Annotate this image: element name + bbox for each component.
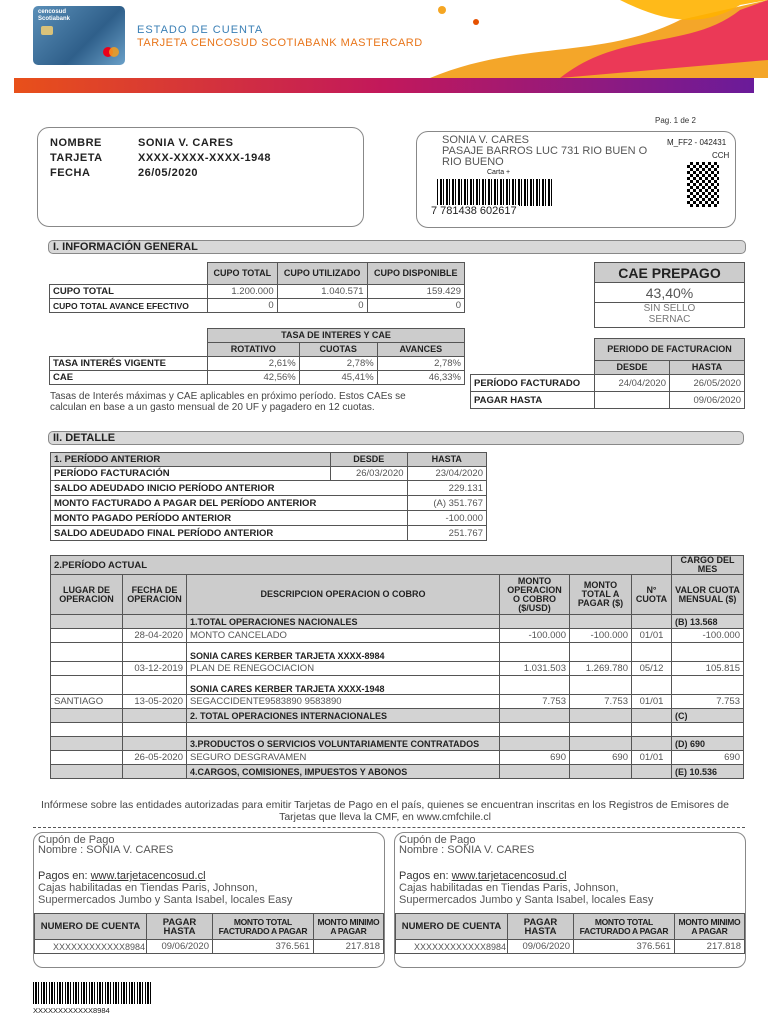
doc-subtitle: TARJETA CENCOSUD SCOTIABANK MASTERCARD (137, 37, 423, 49)
cell-m1: 1.031.503 (500, 662, 570, 676)
coupon-nombre: Nombre : SONIA V. CARES (399, 844, 535, 856)
cell-m1: -100.000 (500, 629, 570, 643)
row-label: PAGAR HASTA (471, 392, 595, 409)
header-desde: DESDE (331, 453, 408, 467)
table-row (51, 676, 744, 695)
client-box (37, 127, 364, 227)
mail-code: M_FF2 - 042431 (667, 138, 727, 147)
cell-value: 2,78% (299, 357, 377, 371)
cell-fecha: 28-04-2020 (123, 629, 187, 643)
col-pagar: PAGAR HASTA (508, 914, 574, 940)
cell-value: (A) 351.767 (407, 496, 486, 511)
cell-v: 690 (672, 751, 744, 765)
cell-fecha (123, 643, 187, 662)
cell-v (672, 723, 744, 737)
cell-value: 42,56% (208, 371, 300, 385)
mastercard-icon (103, 47, 119, 57)
periodo-table (470, 338, 745, 409)
cell-v (672, 676, 744, 695)
cell-desc: SONIA CARES KERBER TARJETA XXXX-1948 (187, 676, 500, 695)
cell-c (632, 723, 672, 737)
cell-m2: 7.753 (570, 695, 632, 709)
col-cuota: N° CUOTA (632, 575, 672, 615)
cell-m1 (500, 643, 570, 662)
cell-m2 (570, 723, 632, 737)
cell-v: 7.753 (672, 695, 744, 709)
coupon-table (34, 913, 384, 954)
cell-value: 26/03/2020 (331, 467, 408, 481)
table-row (51, 662, 744, 676)
tasa-title: TASA DE INTERES Y CAE (208, 329, 465, 343)
cell-c: 01/01 (632, 751, 672, 765)
coupon-link[interactable]: www.tarjetacencosud.cl (451, 870, 567, 882)
cell-empty (123, 737, 187, 751)
minimo-value: 217.818 (313, 940, 383, 954)
chip-icon (41, 26, 53, 35)
cell-c: 05/12 (632, 662, 672, 676)
cell-m1: 7.753 (500, 695, 570, 709)
cell-value: 2,78% (377, 357, 464, 371)
barcode-number: 7 781438 602617 (431, 205, 517, 217)
cell-empty (123, 615, 187, 629)
cell-desc: SEGURO DESGRAVAMEN (187, 751, 500, 765)
cell-m2: -100.000 (570, 629, 632, 643)
cell-value: 0 (367, 299, 464, 313)
coupon-cajas: Cajas habilitadas en Tiendas Paris, Johnson, (38, 882, 258, 894)
cell-empty (632, 615, 672, 629)
section-detalle: II. DETALLE (48, 431, 744, 445)
cell-m2 (570, 643, 632, 662)
barcode-image (437, 179, 552, 206)
header-cuotas: CUOTAS (299, 343, 377, 357)
header-avances: AVANCES (377, 343, 464, 357)
row-label: MONTO PAGADO PERÍODO ANTERIOR (51, 511, 408, 526)
barcode-image (33, 982, 153, 1004)
cell-v (672, 643, 744, 662)
section-informacion-general: I. INFORMACIÓN GENERAL (48, 240, 746, 254)
col-descripcion: DESCRIPCION OPERACION O COBRO (187, 575, 500, 615)
row-label: SALDO ADEUDADO INICIO PERÍODO ANTERIOR (51, 481, 408, 496)
row-label: MONTO FACTURADO A PAGAR DEL PERÍODO ANTERIOR (51, 496, 408, 511)
cell-empty (632, 709, 672, 723)
cell-desc: 4.CARGOS, COMISIONES, IMPUESTOS Y ABONOS (187, 765, 500, 779)
table-row (51, 737, 744, 751)
header-cupo-disponible: CUPO DISPONIBLE (367, 263, 464, 285)
cell-value: 0 (208, 299, 278, 313)
cell-empty (632, 765, 672, 779)
value-nombre: SONIA V. CARES (138, 137, 234, 149)
header-cupo-total: CUPO TOTAL (208, 263, 278, 285)
carta-label: Carta + (487, 169, 511, 176)
cell-lugar (51, 662, 123, 676)
row-label: CAE (50, 371, 208, 385)
card-brand: cencosud Scotiabank (38, 9, 71, 22)
page-number: Pag. 1 de 2 (655, 116, 696, 125)
table-row (51, 751, 744, 765)
row-label: PERÍODO FACTURACIÓN (51, 467, 331, 481)
cell-m2: 690 (570, 751, 632, 765)
cell-m1: 690 (500, 751, 570, 765)
legal-text: Infórmese sobre las entidades autorizadas para emitir Tarjetas de Pago en el país, quienes se encuentran inscritas en los Registros de Emisores de Tarjetas que lleva la CMF, en www.cmfchile.cl (41, 799, 729, 823)
cell-value: 26/05/2020 (669, 375, 744, 392)
monto-value: 376.561 (213, 940, 314, 954)
cell-value: 23/04/2020 (407, 467, 486, 481)
cut-line (33, 827, 745, 828)
cell-empty (500, 765, 570, 779)
cell-lugar (51, 629, 123, 643)
cuenta-value: XXXXXXXXXXXX8984 (35, 940, 147, 954)
cuenta-value: XXXXXXXXXXXX8984 (396, 940, 508, 954)
cell-value: 0 (277, 299, 367, 313)
periodo-actual-table (50, 555, 744, 779)
value-fecha: 26/05/2020 (138, 167, 199, 179)
cell-v: 105.815 (672, 662, 744, 676)
periodo-title: PERIODO DE FACTURACION (595, 339, 745, 361)
table-row (51, 615, 744, 629)
cell-empty (123, 709, 187, 723)
table-row (51, 643, 744, 662)
cell-empty (570, 765, 632, 779)
tasa-table (49, 328, 465, 385)
cae-sub1: SIN SELLO (643, 303, 696, 314)
cell-desc (187, 723, 500, 737)
monto-value: 376.561 (574, 940, 675, 954)
col-monto: MONTO TOTAL FACTURADO A PAGAR (574, 914, 675, 940)
cell-empty (51, 737, 123, 751)
header-desde: DESDE (595, 361, 670, 375)
cell-c (632, 643, 672, 662)
cell-empty (500, 615, 570, 629)
cell-empty (500, 709, 570, 723)
coupon-2 (394, 832, 746, 968)
cell-desc: SONIA CARES KERBER TARJETA XXXX-8984 (187, 643, 500, 662)
row-label: PERÍODO FACTURADO (471, 375, 595, 392)
table-row (51, 695, 744, 709)
cell-lugar (51, 676, 123, 695)
cae-title: CAE PREPAGO (595, 263, 744, 283)
cell-c: 01/01 (632, 695, 672, 709)
cell-c: 01/01 (632, 629, 672, 643)
periodo-anterior-table (50, 452, 487, 541)
cell-value: 24/04/2020 (595, 375, 670, 392)
row-label: TASA INTERÉS VIGENTE (50, 357, 208, 371)
cell-empty (51, 709, 123, 723)
coupon-link[interactable]: www.tarjetacencosud.cl (90, 870, 206, 882)
cell-fecha (123, 676, 187, 695)
header-rotativo: ROTATIVO (208, 343, 300, 357)
header-hasta: HASTA (407, 453, 486, 467)
cell-lugar: SANTIAGO (51, 695, 123, 709)
header-cupo-utilizado: CUPO UTILIZADO (277, 263, 367, 285)
col-cuenta: NUMERO DE CUENTA (396, 914, 508, 940)
coupon-title: Cupón de Pago (399, 834, 476, 846)
label-fecha: FECHA (50, 167, 91, 179)
pagar-value: 09/06/2020 (508, 940, 574, 954)
row-label: SALDO ADEUDADO FINAL PERÍODO ANTERIOR (51, 526, 408, 541)
cell-fecha: 03-12-2019 (123, 662, 187, 676)
minimo-value: 217.818 (674, 940, 744, 954)
cell-value: 1.040.571 (277, 285, 367, 299)
tasa-note: Tasas de Interés máximas y CAE aplicables en próximo período. Estos CAEs se calculan en base a un gasto mensual de 20 UF y pagadero en 12 cuotas. (50, 391, 406, 413)
table-row (51, 723, 744, 737)
row-label: CUPO TOTAL AVANCE EFECTIVO (50, 299, 208, 313)
coupon-nombre: Nombre : SONIA V. CARES (38, 844, 174, 856)
cell-value: 229.131 (407, 481, 486, 496)
cell-c (632, 676, 672, 695)
cell-cargo: (B) 13.568 (672, 615, 744, 629)
label-nombre: NOMBRE (50, 137, 102, 149)
cell-empty (123, 765, 187, 779)
cell-value: 09/06/2020 (669, 392, 744, 409)
cell-value: 1.200.000 (208, 285, 278, 299)
cae-prepago-box (594, 262, 745, 328)
cell-value: 2,61% (208, 357, 300, 371)
cell-empty (570, 709, 632, 723)
address-line: PASAJE BARROS LUC 731 RIO BUEN O (442, 145, 648, 157)
cell-empty (500, 737, 570, 751)
cell-m1 (500, 723, 570, 737)
cell-value: 251.767 (407, 526, 486, 541)
cell-cargo: (C) (672, 709, 744, 723)
cae-sub2: SERNAC (648, 314, 691, 325)
col-monto-operacion: MONTO OPERACION O COBRO ($/USD) (500, 575, 570, 615)
coupon-pagos: Pagos en: (399, 870, 452, 882)
cell-m2: 1.269.780 (570, 662, 632, 676)
cell-fecha: 26-05-2020 (123, 751, 187, 765)
coupon-table (395, 913, 745, 954)
cupo-table (49, 262, 465, 313)
anterior-title: 1. PERÍODO ANTERIOR (51, 453, 331, 467)
table-row (51, 629, 744, 643)
cell-empty (632, 737, 672, 751)
cell-empty (51, 615, 123, 629)
coupon-cajas: Supermercados Jumbo y Santa Isabel, locales Easy (399, 894, 654, 906)
address-box (416, 131, 736, 228)
cargo-del-mes: CARGO DEL MES (672, 556, 744, 575)
col-pagar: PAGAR HASTA (147, 914, 213, 940)
col-minimo: MONTO MINIMO A PAGAR (674, 914, 744, 940)
col-cuenta: NUMERO DE CUENTA (35, 914, 147, 940)
header-hasta: HASTA (669, 361, 744, 375)
coupon-title: Cupón de Pago (38, 834, 115, 846)
col-fecha: FECHA DE OPERACION (123, 575, 187, 615)
cell-empty (570, 737, 632, 751)
cell-empty (570, 615, 632, 629)
cell-desc: MONTO CANCELADO (187, 629, 500, 643)
cell-cargo: (D) 690 (672, 737, 744, 751)
barcode-text: XXXXXXXXXXXX8984 (33, 1006, 110, 1015)
col-monto: MONTO TOTAL FACTURADO A PAGAR (213, 914, 314, 940)
cell-desc: PLAN DE RENEGOCIACION (187, 662, 500, 676)
qr-code-image (687, 162, 719, 207)
coupon-pagos: Pagos en: (38, 870, 91, 882)
address-line: SONIA V. CARES (442, 134, 530, 146)
cell-value: 46,33% (377, 371, 464, 385)
col-lugar: LUGAR DE OPERACION (51, 575, 123, 615)
cell-fecha: 13-05-2020 (123, 695, 187, 709)
cell-cargo: (E) 10.536 (672, 765, 744, 779)
cell-lugar (51, 751, 123, 765)
cae-value: 43,40% (595, 283, 744, 303)
cell-value: 45,41% (299, 371, 377, 385)
cell-lugar (51, 643, 123, 662)
col-valor-cuota: VALOR CUOTA MENSUAL ($) (672, 575, 744, 615)
coupon-1 (33, 832, 385, 968)
cell-desc: SEGACCIDENTE9583890 9583890 (187, 695, 500, 709)
cell-value: 159.429 (367, 285, 464, 299)
cell-v: -100.000 (672, 629, 744, 643)
cell-fecha (123, 723, 187, 737)
address-line: RIO BUENO (442, 156, 504, 168)
table-row (51, 765, 744, 779)
cell-desc: 3.PRODUCTOS O SERVICIOS VOLUNTARIAMENTE CONTRATADOS (187, 737, 500, 751)
cell-lugar (51, 723, 123, 737)
coupon-cajas: Cajas habilitadas en Tiendas Paris, Johnson, (399, 882, 619, 894)
mail-cch: CCH (712, 151, 730, 160)
value-tarjeta: XXXX-XXXX-XXXX-1948 (138, 152, 272, 164)
doc-title: ESTADO DE CUENTA (137, 24, 264, 36)
table-row (51, 709, 744, 723)
cell-value: -100.000 (407, 511, 486, 526)
cell-m1 (500, 676, 570, 695)
col-monto-total: MONTO TOTAL A PAGAR ($) (570, 575, 632, 615)
cell-empty (51, 765, 123, 779)
coupon-cajas: Supermercados Jumbo y Santa Isabel, locales Easy (38, 894, 293, 906)
cell-m2 (570, 676, 632, 695)
cell-desc: 1.TOTAL OPERACIONES NACIONALES (187, 615, 500, 629)
row-label: CUPO TOTAL (50, 285, 208, 299)
credit-card-image (33, 6, 125, 65)
actual-title: 2.PERÍODO ACTUAL (51, 556, 672, 575)
cell-desc: 2. TOTAL OPERACIONES INTERNACIONALES (187, 709, 500, 723)
label-tarjeta: TARJETA (50, 152, 103, 164)
pagar-value: 09/06/2020 (147, 940, 213, 954)
col-minimo: MONTO MINIMO A PAGAR (313, 914, 383, 940)
